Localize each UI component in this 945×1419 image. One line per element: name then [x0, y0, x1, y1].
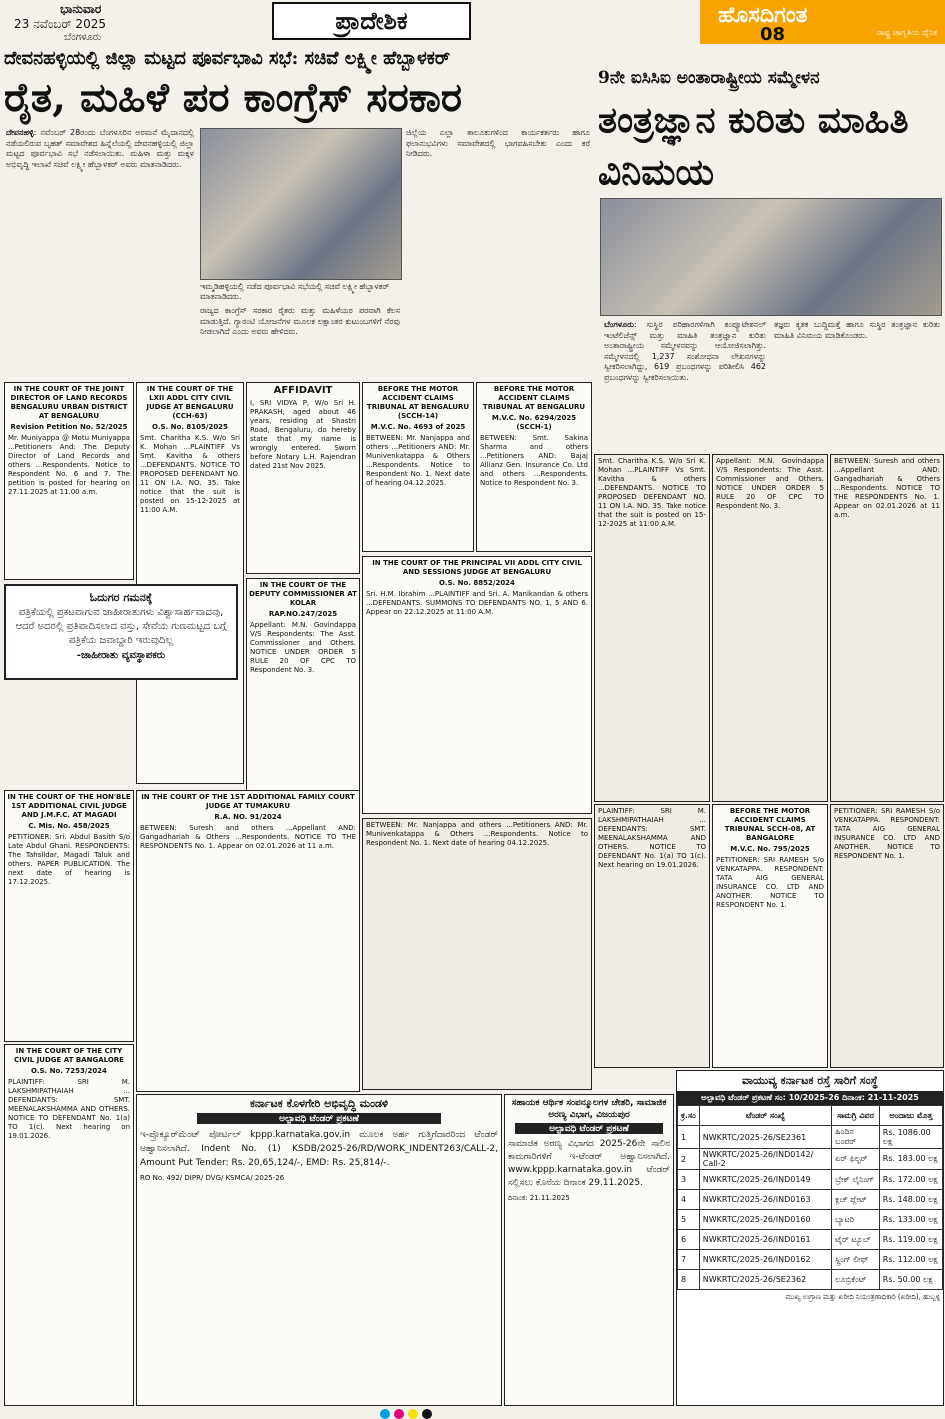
notice-subtitle: O.S. No. 7253/2024 — [31, 1067, 107, 1075]
lead-text-1: ನವೆಂಬರ್ 28ರಂದು ಬೆಂಗಳೂರಿನ ಅರಮನೆ ಮೈದಾನದಲ್ಲಿ ನಡೆಯಲಿರುವ ಬೃಹತ್ ಸಮಾವೇಶದ ಹಿನ್ನೆಲೆಯಲ್ಲಿ ದೇವನಹಳ್ಳಿಯಲ್ಲಿ ಜಿಲ್ಲಾ ಮಟ್ಟದ ಪೂರ್ವಭಾವಿ ಸಭೆ ನಡೆಸಲಾಯಿತು. ಮಹಿಳಾ ಮತ್ತು ಮಕ್ಕಳ ಅಭಿವೃದ್ಧಿ ಇಲಾಖೆ ಸಚಿವೆ ಲಕ್ಷ್ಮೀ ಹೆಬ್ಬಾಳಕರ್ ಅವರು ಮಾತನಾಡಿದರು. — [6, 128, 194, 169]
masthead-logo: ಹೊಸದಿಗಂತ — [718, 2, 808, 28]
notice-body: PETITIONER: Sri. Abdul Basith S/o Late Abdul Ghani. RESPONDENTS: The Tahsildar, Magadi Taluk and others. PAPER PUBLICATION. The next date of hearing is 17.12.2025. — [8, 833, 130, 886]
notice-body: BETWEEN: Smt. Sakina Sharma and others ...Petitioners AND: Bajaj Allianz Gen. Insurance Co. Ltd and others ...Respondents. Notice to Respondent No. 3. — [480, 434, 588, 487]
table-cell: 5 — [678, 1210, 700, 1230]
table-cell: Rs. 50.00 ಲಕ್ಷ — [879, 1270, 942, 1290]
tender-title: ಕರ್ನಾಟಕ ಕೊಳಗೇರಿ ಅಭಿವೃದ್ಧಿ ಮಂಡಳಿ — [249, 1097, 389, 1110]
legal-notice-kannada — [712, 454, 828, 802]
table-cell: NWKRTC/2025-26/IND0163 — [699, 1190, 831, 1210]
notice-subtitle: Revision Petition No. 52/2025 — [10, 423, 128, 431]
table-cell: NWKRTC/2025-26/SE2362 — [699, 1270, 831, 1290]
ksrtc-footer: ಮುಖ್ಯ ಉಗ್ರಾಣ ಮತ್ತು ಖರೀದಿ ನಿಯಂತ್ರಣಾಧಿಕಾರಿ (ಖರೀದಿ), ಹುಬ್ಬಳ್ಳಿ — [785, 1293, 940, 1301]
legal-notice-kannada — [594, 804, 710, 1068]
tender-title: ಸಹಾಯಕ ಆರ್ಥಿಕ ಸಂಪನ್ಮೂಲಗಳ ಚೇತರಿ, ಸಾಮಾಜಿಕ ಅರಣ್ಯ ವಿಭಾಗ, ವಿಜಯಪುರ — [511, 1098, 667, 1120]
column-header: ಕ್ರ.ಸಂ — [678, 1106, 700, 1126]
tender-body: ಇ-ಪ್ರೊಕ್ಯೂರ್‌ಮೆಂಟ್ ಪೋರ್ಟಲ್ kppp.karnataka.gov.in ಮೂಲಕ ಅರ್ಹ ಗುತ್ತಿಗೆದಾರರಿಂದ ಟೆಂಡರ್ ಆಹ್ವಾನಿಸಲಾಗಿದೆ. Indent No. (1) KSDB/2025-26/RD/WORK_INDENT263/CALL-2, Amount Put Tender: Rs. 20,65,124/-, EMD: Rs. 25,814/-. — [140, 1130, 498, 1168]
ksrtc-tender — [676, 1070, 944, 1406]
legal-notice-kannada — [830, 804, 944, 1068]
table-cell: 2 — [678, 1149, 700, 1170]
notice-body: PETITIONER: SRI RAMESH S/o VENKATAPPA. RESPONDENT: TATA AIG GENERAL INSURANCE CO. LTD AND ANOTHER. NOTICE TO RESPONDENT No. 1. — [716, 856, 824, 909]
notice-title: IN THE COURT OF THE JOINT DIRECTOR OF LAND RECORDS BENGALURU URBAN DISTRICT AT BENGALURU — [10, 385, 128, 420]
column-header: ಟೆಂಡರ್ ಸಂಖ್ಯೆ — [699, 1106, 831, 1126]
table-cell: Rs. 148.00 ಲಕ್ಷ — [879, 1190, 942, 1210]
legal-notice — [136, 790, 360, 1092]
legal-notice — [4, 1044, 134, 1406]
header-city: ಬೆಂಗಳೂರು — [64, 32, 102, 43]
notice-body: Appellant: M.N. Govindappa V/S Respondents: The Asst. Commissioner and Others. NOTICE UNDER ORDER 5 RULE 20 OF CPC TO Respondent No. 3. — [250, 621, 356, 674]
notice-body: Appellant: M.N. Govindappa V/S Respondents: The Asst. Commissioner and Others. NOTICE UNDER ORDER 5 RULE 20 OF CPC TO Respondent No. 3. — [716, 457, 824, 510]
notice-subtitle: C. Mis. No. 458/2025 — [28, 822, 110, 830]
notice-subtitle: M.V.C. No. 795/2025 — [730, 845, 810, 853]
second-text-1: ಸುಸ್ಥಿರ ಪರಿಹಾರಗಳಿಗಾಗಿ ಕಂಪ್ಯೂಟೇಶನಲ್ ಇಂಟೆಲಿಜೆನ್ಸ್ ಮತ್ತು ಮಾಹಿತಿ ತಂತ್ರಜ್ಞಾನ ಕುರಿತು ಅಂತಾರಾಷ್ಟ್ರೀಯ ಸಮ್ಮೇಳನವನ್ನು ಆಯೋಜಿಸಲಾಗಿತ್ತು. — [604, 320, 766, 350]
notice-body: I, SRI VIDYA P, W/o Sri H. PRAKASH, aged about 46 years, residing at Shastri Road, Bengaluru, do hereby state that my name is wrongly entered. Sworn before Notary L.H. Rajendran dated 21st Nov 2025. — [250, 399, 356, 470]
notice-body: BETWEEN: Mr. Nanjappa and others ...Petitioners AND: Mr. Munivenkatappa & Others ...Respondents. Notice to Respondent No. 1. Next date of hearing 04.12.2025. — [366, 434, 470, 487]
reader-notice-title: ಓದುಗರ ಗಮನಕ್ಕೆ — [89, 591, 153, 604]
notice-body: Sri. H.M. Ibrahim ...PLAINTIFF and Sri. A. Manikandan & others ...DEFENDANTS. SUMMONS TO DEFENDANTS NO. 1, 5 AND 6. Appear on 22.12.2025 at 11:00 A.M. — [366, 590, 588, 616]
registration-mark-black — [422, 1409, 432, 1419]
table-row — [678, 1270, 943, 1290]
ksrtc-table — [677, 1105, 943, 1290]
registration-mark-yellow — [408, 1409, 418, 1419]
masthead-tagline: ರಾಷ್ಟ್ರ ಜಾಗೃತಿಯ ದೈನಿಕ — [876, 28, 937, 37]
table-cell: 3 — [678, 1170, 700, 1190]
table-cell: 6 — [678, 1230, 700, 1250]
lead-text-2: ರಾಜ್ಯದ ಕಾಂಗ್ರೆಸ್ ಸರಕಾರ ರೈತರು ಮತ್ತು ಮಹಿಳೆಯರ ಪರವಾಗಿ ಕೆಲಸ ಮಾಡುತ್ತಿದೆ. ಗ್ಯಾರಂಟಿ ಯೋಜನೆಗಳ ಮೂಲಕ ಲಕ್ಷಾಂತರ ಕುಟುಂಬಗಳಿಗೆ ನೆರವು ನೀಡಲಾಗಿದೆ ಎಂದು ಅವರು ಹೇಳಿದರು. — [200, 306, 400, 336]
page-header — [0, 0, 945, 44]
tender-subtitle: ಅಲ್ಪಾವಧಿ ಟೆಂಡರ್ ಪ್ರಕಟಣೆ — [515, 1123, 663, 1134]
legal-notice-kannada — [362, 818, 592, 1090]
legal-notice — [246, 578, 360, 816]
reader-notice-signature: -ಜಾಹೀರಾತು ವ್ಯವಸ್ಥಾಪಕರು — [76, 650, 166, 661]
notice-subtitle: M.V.C. No. 4693 of 2025 — [370, 423, 466, 431]
notice-title: AFFIDAVIT — [273, 385, 333, 396]
table-row — [678, 1190, 943, 1210]
registration-mark-magenta — [394, 1409, 404, 1419]
ksrtc-title: ವಾಯುವ್ಯ ಕರ್ನಾಟಕ ರಸ್ತೆ ಸಾರಿಗೆ ಸಂಸ್ಥೆ — [742, 1074, 878, 1087]
legal-notice — [362, 382, 474, 552]
table-cell: ಏರ್ ಫಿಲ್ಟರ್ — [832, 1149, 880, 1170]
notice-subtitle: O.S. No. 8852/2024 — [439, 579, 515, 587]
table-cell: 1 — [678, 1126, 700, 1149]
legal-notice-kannada — [594, 454, 710, 802]
notice-body: PETITIONER: SRI RAMESH S/o VENKATAPPA. RESPONDENT: TATA AIG GENERAL INSURANCE CO. LTD AND ANOTHER. NOTICE TO RESPONDENT No. 1. — [834, 807, 940, 860]
table-cell: Rs. 112.00 ಲಕ್ಷ — [879, 1250, 942, 1270]
tender-ref: RO No. 492/ DIPR/ DVG/ KSMCA/ 2025-26 — [140, 1174, 285, 1182]
notice-body: BETWEEN: Suresh and others ...Appellant AND: Gangadhariah & Others ...Respondents. NOTICE TO THE RESPONDENTS No. 1. Appear on 02.01.2026 at 11 a.m. — [140, 824, 356, 850]
notice-title: IN THE COURT OF THE CITY CIVIL JUDGE AT BANGALORE — [14, 1047, 124, 1064]
second-text-2: ಸಮ್ಮೇಳನದಲ್ಲಿ 1,237 ಸಂಶೋಧನಾ ಲೇಖನಗಳನ್ನು ಸ್ವೀಕರಿಸಲಾಗಿದ್ದು, 619 ಪ್ರಬಂಧಗಳನ್ನು ಪರಿಶೀಲಿಸಿ 462 ಪ್ರಬಂಧಗಳನ್ನು ಸ್ವೀಕರಿಸಲಾಯಿತು. — [604, 351, 766, 382]
lead-dateline: ದೇವನಹಳ್ಳಿ — [6, 128, 34, 137]
lead-caption: ಇಮ್ಮಡಿಹಳ್ಳಿಯಲ್ಲಿ ನಡೆದ ಪೂರ್ವಭಾವಿ ಸಭೆಯಲ್ಲಿ ಸಚಿವೆ ಲಕ್ಷ್ಮೀ ಹೆಬ್ಬಾಳಕರ್ ಮಾತನಾಡಿದರು. — [200, 282, 390, 301]
reader-notice — [4, 584, 238, 680]
table-cell: ಕ್ಲಚ್ ಪ್ಲೇಟ್ — [832, 1190, 880, 1210]
notice-title: IN THE COURT OF THE PRINCIPAL VII ADDL CITY CIVIL AND SESSIONS JUDGE AT BENGALURU — [372, 559, 582, 576]
notice-title: IN THE COURT OF THE 1ST ADDITIONAL FAMILY COURT JUDGE AT TUMAKURU — [141, 793, 355, 810]
notice-body: BETWEEN: Mr. Nanjappa and others ...Petitioners AND: Mr. Munivenkatappa & Others ...Respondents. Notice to Respondent No. 1. Next date of hearing 04.12.2025. — [366, 821, 588, 847]
table-cell: 4 — [678, 1190, 700, 1210]
table-cell: NWKRTC/2025-26/IND0149 — [699, 1170, 831, 1190]
lead-text-3: ಜಿಲ್ಲೆಯ ಎಲ್ಲಾ ತಾಲೂಕುಗಳಿಂದ ಕಾರ್ಯಕರ್ತರು ಹಾಗೂ ಫಲಾನುಭವಿಗಳು ಸಮಾವೇಶದಲ್ಲಿ ಭಾಗವಹಿಸಬೇಕು ಎಂದು ಕರೆ ನೀಡಿದರು. — [406, 128, 590, 158]
reader-notice-body: ಪತ್ರಿಕೆಯಲ್ಲಿ ಪ್ರಕಟವಾಗುವ ಜಾಹೀರಾತುಗಳು ವಿಶ್ವಾಸಾರ್ಹವಾದವು, ಆದರೆ ಅದರಲ್ಲಿ ಪ್ರತಿಪಾದಿಸಲಾದ ವಸ್ತು, ಸೇವೆಯ ಗುಣಮಟ್ಟದ ಬಗ್ಗೆ ಪತ್ರಿಕೆಯ ಜವಾಬ್ದಾರಿ ಇರುವುದಿಲ್ಲ — [15, 607, 227, 646]
legal-notice — [712, 804, 828, 1068]
tender-notice — [504, 1094, 674, 1406]
legal-notice — [4, 790, 134, 1042]
table-cell: ಹಿಂದಿನ ಬಂಪರ್ — [832, 1126, 880, 1149]
notice-body: BETWEEN: Suresh and others ...Appellant AND: Gangadhariah & Others ...Respondents. NOTICE TO THE RESPONDENTS No. 1. Appear on 02.01.2026 at 11 a.m. — [834, 457, 940, 519]
notice-title: BEFORE THE MOTOR ACCIDENT CLAIMS TRIBUNAL AT BENGALURU — [482, 385, 586, 411]
notice-subtitle: RAP.NO.247/2025 — [268, 610, 338, 618]
legal-notice — [4, 382, 134, 580]
table-cell: 7 — [678, 1250, 700, 1270]
tender-notice — [136, 1094, 502, 1406]
table-cell: Rs. 1086.00 ಲಕ್ಷ — [879, 1126, 942, 1149]
table-header-row — [678, 1106, 943, 1126]
table-row — [678, 1170, 943, 1190]
table-row — [678, 1126, 943, 1149]
legal-notice — [246, 382, 360, 574]
second-text-3: ತಜ್ಞರು ಕೃತಕ ಬುದ್ಧಿಮತ್ತೆ ಹಾಗೂ ಸುಸ್ಥಿರ ತಂತ್ರಜ್ಞಾನ ಕುರಿತು ಮಾಹಿತಿ ವಿನಿಮಯ ಮಾಡಿಕೊಂಡರು. — [774, 320, 940, 340]
second-body-1: ಬೆಂಗಳೂರು: ಸುಸ್ಥಿರ ಪರಿಹಾರಗಳಿಗಾಗಿ ಕಂಪ್ಯೂಟೇಶನಲ್ ಇಂಟೆಲಿಜೆನ್ಸ್ ಮತ್ತು ಮಾಹಿತಿ ತಂತ್ರಜ್ಞಾನ ಕುರಿತು ಅಂತಾರಾಷ್ಟ್ರೀಯ ಸಮ್ಮೇಳನವನ್ನು ಆಯೋಜಿಸಲಾಗಿತ್ತು. ಸಮ್ಮೇಳನದಲ್ಲಿ 1,237 ಸಂಶೋಧನಾ ಲೇಖನಗಳನ್ನು ಸ್ವೀಕರಿಸಲಾಗಿದ್ದು, 619 ಪ್ರಬಂಧಗಳನ್ನು ಪರಿಶೀಲಿಸಿ 462 ಪ್ರಬಂಧಗಳನ್ನು ಸ್ವೀಕರಿಸಲಾಯಿತು. — [604, 320, 766, 382]
table-cell: NWKRTC/2025-26/IND0142/ Call-2 — [699, 1149, 831, 1170]
table-row — [678, 1210, 943, 1230]
lead-body-1: ದೇವನಹಳ್ಳಿ: ನವೆಂಬರ್ 28ರಂದು ಬೆಂಗಳೂರಿನ ಅರಮನೆ ಮೈದಾನದಲ್ಲಿ ನಡೆಯಲಿರುವ ಬೃಹತ್ ಸಮಾವೇಶದ ಹಿನ್ನೆಲೆಯಲ್ಲಿ ದೇವನಹಳ್ಳಿಯಲ್ಲಿ ಜಿಲ್ಲಾ ಮಟ್ಟದ ಪೂರ್ವಭಾವಿ ಸಭೆ ನಡೆಸಲಾಯಿತು. ಮಹಿಳಾ ಮತ್ತು ಮಕ್ಕಳ ಅಭಿವೃದ್ಧಿ ಇಲಾಖೆ ಸಚಿವೆ ಲಕ್ಷ್ಮೀ ಹೆಬ್ಬಾಳಕರ್ ಅವರು ಮಾತನಾಡಿದರು. — [6, 128, 194, 169]
registration-mark-cyan — [380, 1409, 390, 1419]
header-day: ಭಾನುವಾರ — [60, 2, 102, 16]
table-cell: ಬ್ಯಾಟರಿ — [832, 1210, 880, 1230]
table-cell: Rs. 172.00 ಲಕ್ಷ — [879, 1170, 942, 1190]
section-title: ಪ್ರಾದೇಶಿಕ — [272, 2, 471, 40]
table-cell: Rs. 183.00 ಲಕ್ಷ — [879, 1149, 942, 1170]
table-cell: ಟೈರ್ ಟ್ಯೂಬ್ — [832, 1230, 880, 1250]
notice-body: Smt. Charitha K.S. W/o Sri K. Mohan ...PLAINTIFF Vs Smt. Kavitha & others ...DEFENDANTS. NOTICE TO PROPOSED DEFENDANT NO. 11 ON I.A. NO. 35. Take notice that the suit is posted on 15-12-2025 at 11:00 A.M. — [140, 434, 240, 514]
legal-notice — [136, 382, 244, 784]
notice-body: PLAINTIFF: SRI M. LAKSHMIPATHAIAH ... DEFENDANTS: SMT. MEENALAKSHAMMA AND OTHERS. NOTICE TO DEFENDANT No. 1(a) TO 1(c). Next hearing on 19.01.2026. — [8, 1078, 130, 1140]
table-cell: NWKRTC/2025-26/IND0160 — [699, 1210, 831, 1230]
table-row — [678, 1149, 943, 1170]
notice-title: BEFORE THE MOTOR ACCIDENT CLAIMS TRIBUNAL AT BENGALURU (SCCH-14) — [366, 385, 470, 420]
notice-subtitle: O.S. No. 8105/2025 — [152, 423, 228, 431]
legal-notice — [362, 556, 592, 814]
column-header: ಅಂದಾಜು ಮೊತ್ತ — [879, 1106, 942, 1126]
tender-body: ಸಾಮಾಜಿಕ ಅರಣ್ಯ ವಿಭಾಗದ 2025-26ನೇ ಸಾಲಿನ ಕಾಮಗಾರಿಗಳಿಗೆ ಇ-ಟೆಂಡರ್ ಆಹ್ವಾನಿಸಲಾಗಿದೆ. www.kppp.karnataka.gov.in ಟೆಂಡರ್ ಸಲ್ಲಿಸಲು ಕೊನೆಯ ದಿನಾಂಕ 29.11.2025. — [508, 1139, 670, 1188]
legal-notice-kannada — [830, 454, 944, 802]
second-photo — [600, 198, 942, 316]
second-dateline: ಬೆಂಗಳೂರು — [604, 320, 634, 329]
table-cell: NWKRTC/2025-26/IND0162 — [699, 1250, 831, 1270]
header-date: 23 ನವೆಂಬರ್ 2025 — [14, 17, 106, 31]
table-cell: ಸ್ಪ್ರಿಂಗ್ ಲೀಫ್ — [832, 1250, 880, 1270]
page-number: 08 — [760, 24, 786, 45]
table-cell: NWKRTC/2025-26/IND0161 — [699, 1230, 831, 1250]
notice-title: BEFORE THE MOTOR ACCIDENT CLAIMS TRIBUNAL SCCH-08, AT BANGALORE — [724, 807, 816, 842]
table-cell: ಬ್ರೇಕ್ ಲೈನಿಂಗ್ — [832, 1170, 880, 1190]
notice-title: IN THE COURT OF THE DEPUTY COMMISSIONER AT KOLAR — [249, 581, 357, 607]
notice-subtitle: M.V.C. No. 6294/2025 (SCCH-1) — [491, 414, 577, 431]
notice-body: Smt. Charitha K.S. W/o Sri K. Mohan ...PLAINTIFF Vs Smt. Kavitha & others ...DEFENDANTS. NOTICE TO PROPOSED DEFENDANT NO. 11 ON I.A. NO. 35. Take notice that the suit is posted on 15-12-2025 at 11:00 A.M. — [598, 457, 706, 528]
table-cell: ಲೂಬ್ರಿಕೆಂಟ್ — [832, 1270, 880, 1290]
table-row — [678, 1230, 943, 1250]
tender-subtitle: ಅಲ್ಪಾವಧಿ ಟೆಂಡರ್ ಪ್ರಕಟಣೆ — [197, 1113, 441, 1124]
notice-title: IN THE COURT OF THE HON'BLE 1ST ADDITIONAL CIVIL JUDGE AND J.M.F.C. AT MAGADI — [7, 793, 131, 819]
masthead — [700, 0, 945, 44]
second-headline: ತಂತ್ರಜ್ಞಾನ ಕುರಿತು ಮಾಹಿತಿ ವಿನಿಮಯ — [598, 99, 909, 193]
table-cell: Rs. 133.00 ಲಕ್ಷ — [879, 1210, 942, 1230]
table-row — [678, 1250, 943, 1270]
notice-body: PLAINTIFF: SRI M. LAKSHMIPATHAIAH ... DEFENDANTS: SMT. MEENALAKSHAMMA AND OTHERS. NOTICE TO DEFENDANT No. 1(a) TO 1(c). Next hearing on 19.01.2026. — [598, 807, 706, 869]
legal-notice — [476, 382, 592, 552]
lead-photo — [200, 128, 402, 280]
ksrtc-notice-line: ಅಲ್ಪಾವಧಿ ಟೆಂಡರ್ ಪ್ರಕಟಣೆ ಸಂ: 10/2025-26 ದಿನಾಂಕ: 21-11-2025 — [677, 1091, 943, 1105]
notice-body: Mr. Muniyappa @ Motu Muniyappa ...Petitioners And: The Deputy Director of Land Records and others ...Respondents. Notice to Respondent No. 6 and 7. The petition is posted for hearing on 27.11.2025 at 11.00 a.m. — [8, 434, 130, 496]
tender-ref: ದಿನಾಂಕ: 21.11.2025 — [508, 1194, 570, 1202]
table-cell: NWKRTC/2025-26/SE2361 — [699, 1126, 831, 1149]
table-cell: 8 — [678, 1270, 700, 1290]
table-cell: Rs. 119.00 ಲಕ್ಷ — [879, 1230, 942, 1250]
lead-kicker: ದೇವನಹಳ್ಳಿಯಲ್ಲಿ ಜಿಲ್ಲಾ ಮಟ್ಟದ ಪೂರ್ವಭಾವಿ ಸಭೆ: ಸಚಿವೆ ಲಕ್ಷ್ಮೀ ಹೆಬ್ಬಾಳಕರ್ — [4, 48, 451, 69]
lead-headline: ರೈತ, ಮಹಿಳೆ ಪರ ಕಾಂಗ್ರೆಸ್ ಸರಕಾರ — [4, 74, 463, 121]
notice-subtitle: R.A. NO. 91/2024 — [214, 813, 282, 821]
column-header: ಸಾಮಗ್ರಿ ವಿವರ — [832, 1106, 880, 1126]
notice-title: IN THE COURT OF THE LXII ADDL CITY CIVIL JUDGE AT BENGALURU (CCH-63) — [146, 385, 234, 420]
second-kicker: 9ನೇ ಐಸಿಸಿಐ ಅಂತಾರಾಷ್ಟ್ರೀಯ ಸಮ್ಮೇಳನ — [598, 68, 820, 88]
